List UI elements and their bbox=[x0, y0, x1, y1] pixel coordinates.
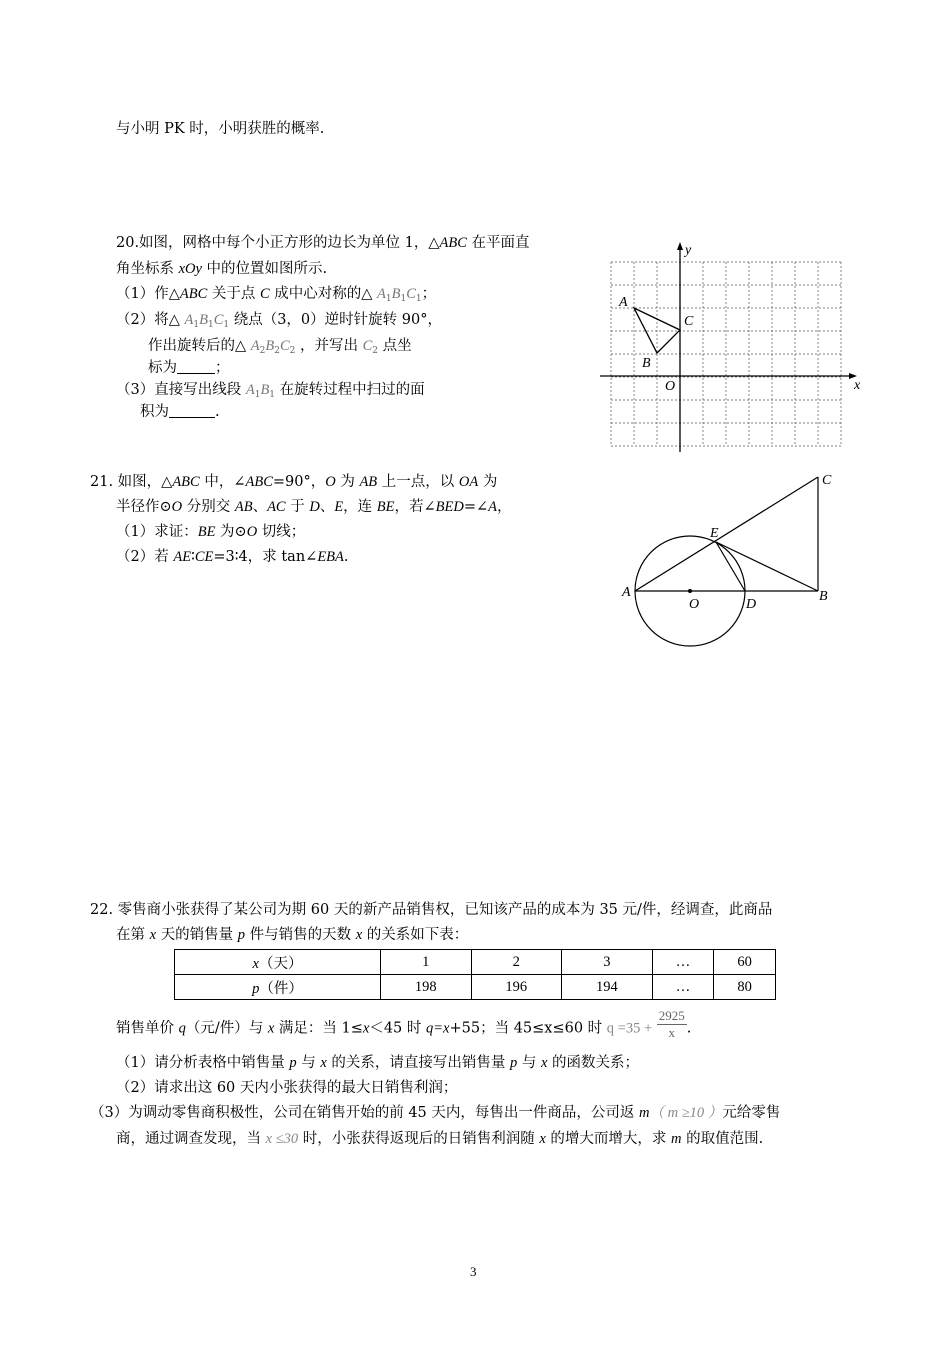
text: 20.如图，网格中每个小正方形的边长为单位 1，△ bbox=[116, 235, 440, 251]
sales-table bbox=[174, 949, 776, 1000]
page-number: 3 bbox=[470, 1264, 477, 1279]
fraction bbox=[657, 1008, 687, 1041]
text: q bbox=[178, 1020, 186, 1037]
text: A bbox=[245, 382, 255, 398]
text: 的关系如下表： bbox=[362, 927, 469, 943]
text: 标为 bbox=[148, 360, 177, 376]
text: . bbox=[343, 549, 349, 565]
text: x bbox=[149, 927, 157, 943]
label-a: A bbox=[622, 585, 631, 600]
carryover-line bbox=[116, 119, 324, 139]
text: BE bbox=[376, 499, 395, 515]
q22-price-line bbox=[116, 1008, 692, 1041]
condition-text: x ≤30 bbox=[265, 1131, 299, 1147]
text: 销售单价 bbox=[116, 1020, 179, 1037]
text: OA bbox=[458, 474, 479, 490]
origin-label: O bbox=[665, 379, 676, 394]
text: ，并写出 bbox=[295, 338, 363, 354]
table-cell: … bbox=[652, 950, 714, 975]
text: m bbox=[639, 1105, 650, 1121]
circle-figure bbox=[615, 465, 845, 650]
text: p bbox=[289, 1055, 297, 1071]
q22-part3-line2 bbox=[116, 1129, 763, 1149]
table-cell: 196 bbox=[471, 975, 562, 1000]
text: q=x bbox=[426, 1020, 450, 1037]
text: 、 bbox=[252, 499, 268, 515]
text: . bbox=[686, 1020, 692, 1037]
q22-part1 bbox=[116, 1053, 639, 1073]
y-axis-arrow bbox=[677, 242, 683, 250]
text: （2）请求出这 60 天内小张获得的最大日销售利润； bbox=[116, 1080, 458, 1096]
text: 的函数关系； bbox=[547, 1055, 639, 1071]
point-b-label: B bbox=[642, 356, 651, 371]
text: 与 bbox=[517, 1055, 541, 1071]
text: （元/件）与 bbox=[185, 1020, 268, 1037]
text: ，连 bbox=[343, 499, 377, 515]
text: 分别交 bbox=[182, 499, 235, 515]
text: B bbox=[391, 286, 401, 302]
text: 角坐标系 bbox=[116, 261, 179, 277]
text: O bbox=[325, 474, 336, 490]
q22-part2 bbox=[116, 1078, 457, 1098]
text: AB bbox=[234, 499, 253, 515]
text: ＜45 时 bbox=[369, 1020, 426, 1037]
text: BE bbox=[197, 524, 216, 540]
center-point bbox=[688, 589, 692, 593]
text: A bbox=[184, 312, 194, 328]
label-e: E bbox=[710, 526, 719, 541]
text: ， bbox=[497, 499, 512, 515]
text: （1）求证： bbox=[116, 524, 198, 540]
text: 于 bbox=[285, 499, 310, 515]
text: 为 bbox=[335, 474, 360, 490]
table-cell: 60 bbox=[714, 950, 776, 975]
q20-part1 bbox=[116, 284, 436, 309]
text: ABC bbox=[439, 235, 467, 251]
text: x bbox=[267, 1020, 275, 1037]
text: O bbox=[246, 524, 258, 540]
q20-stem-line1 bbox=[116, 233, 530, 253]
text: （1）作△ bbox=[116, 286, 180, 302]
text: CE bbox=[194, 549, 214, 565]
text: 在旋转过程中扫过的面 bbox=[275, 382, 425, 398]
text: 半径作⊙ bbox=[116, 499, 172, 515]
table-header-cell bbox=[175, 975, 381, 1000]
text: 的取值范围. bbox=[681, 1131, 764, 1147]
q20-part3-line2 bbox=[140, 402, 220, 422]
q21-part2 bbox=[116, 547, 349, 567]
text: x bbox=[362, 1020, 370, 1037]
text: AE bbox=[173, 549, 192, 565]
text: 1 bbox=[400, 294, 407, 304]
text: x bbox=[252, 955, 259, 972]
text: =3∶4，求 tan∠ bbox=[213, 549, 318, 565]
text: （1）请分析表格中销售量 bbox=[116, 1055, 290, 1071]
text: 与 bbox=[296, 1055, 321, 1071]
label-c: C bbox=[822, 473, 832, 488]
text: O bbox=[171, 499, 183, 515]
text: ； bbox=[215, 360, 230, 376]
text: AC bbox=[267, 499, 286, 515]
answer-blank[interactable] bbox=[169, 403, 215, 418]
text: B bbox=[199, 312, 208, 328]
text: 21. 如图，△ bbox=[90, 474, 173, 490]
text: 1 bbox=[385, 294, 392, 304]
text: B bbox=[260, 382, 270, 398]
q22-stem-line1 bbox=[90, 900, 772, 920]
q22-stem-line2 bbox=[116, 925, 468, 945]
text: 2 bbox=[289, 346, 296, 356]
grid-lines bbox=[611, 262, 841, 446]
text: 为 bbox=[478, 474, 498, 490]
table-header-cell bbox=[175, 950, 381, 975]
text: 、 bbox=[319, 499, 335, 515]
fraction-denominator: x bbox=[668, 1025, 676, 1040]
text: ABC bbox=[179, 286, 208, 302]
table-cell: 198 bbox=[380, 975, 471, 1000]
text: 22. 零售商小张获得了某公司为期 60 天的新产品销售权，已知该产品的成本为 35 元/件，经调查，此商品 bbox=[90, 902, 773, 918]
text: E bbox=[334, 499, 344, 515]
text: AB bbox=[359, 474, 378, 490]
text: 件与销售的天数 bbox=[245, 927, 356, 943]
text: x bbox=[540, 1055, 548, 1071]
q21-stem-line2 bbox=[116, 497, 512, 517]
text: B bbox=[265, 338, 275, 354]
text: （天） bbox=[258, 955, 303, 972]
text: 切线； bbox=[257, 524, 306, 540]
label-d: D bbox=[746, 597, 757, 612]
table-cell: 80 bbox=[714, 975, 776, 1000]
text: C bbox=[260, 286, 270, 302]
table-cell: 2 bbox=[471, 950, 562, 975]
text: C bbox=[279, 338, 290, 354]
text: p bbox=[509, 1055, 518, 1071]
text: 满足：当 1≤ bbox=[274, 1020, 363, 1037]
text: 的关系，请直接写出销售量 bbox=[326, 1055, 510, 1071]
label-o: O bbox=[689, 597, 700, 612]
text: 中，∠ bbox=[199, 474, 246, 490]
answer-blank[interactable] bbox=[177, 359, 215, 374]
label-b: B bbox=[819, 589, 828, 604]
text: x bbox=[355, 927, 363, 943]
text: 1 bbox=[207, 320, 214, 330]
text: 2 bbox=[259, 346, 266, 356]
q20-part2-line3 bbox=[148, 358, 230, 378]
text: ∶ bbox=[191, 549, 195, 565]
point-a-label: A bbox=[619, 295, 628, 310]
condition-text: （ m ≥10 ） bbox=[649, 1105, 723, 1121]
text: . bbox=[215, 404, 220, 420]
segment-be bbox=[716, 542, 818, 591]
text: =∠ bbox=[463, 499, 489, 515]
q21-stem-line1 bbox=[90, 472, 497, 492]
text: ABC bbox=[245, 474, 273, 490]
text: =90°， bbox=[272, 474, 326, 490]
text: 中的位置如图所示. bbox=[201, 261, 328, 277]
text: ，若∠ bbox=[394, 499, 436, 515]
table-cell: 1 bbox=[380, 950, 471, 975]
carryover-text: 与小明 PK 时，小明获胜的概率. bbox=[116, 121, 325, 137]
formula-text: q =35 + bbox=[606, 1020, 653, 1037]
text: 天的销售量 bbox=[156, 927, 238, 943]
text: 在第 bbox=[116, 927, 150, 943]
text: 商，通过调查发现，当 bbox=[116, 1131, 266, 1147]
text: 点坐 bbox=[377, 338, 412, 354]
text: x bbox=[539, 1131, 546, 1147]
fraction-numerator: 2925 bbox=[658, 1008, 685, 1023]
text: C bbox=[406, 286, 416, 302]
q21-part1 bbox=[116, 522, 305, 542]
y-axis-label: y bbox=[685, 243, 692, 258]
text: ； bbox=[421, 286, 437, 302]
text: xOy bbox=[178, 261, 202, 277]
q20-stem-line2 bbox=[116, 259, 327, 279]
text: （3）直接写出线段 bbox=[116, 382, 246, 398]
text: 元给零售 bbox=[722, 1105, 781, 1121]
text: 绕点（3，0）逆时针旋转 90°， bbox=[229, 312, 442, 328]
table-row bbox=[175, 950, 776, 975]
point-c-label: C bbox=[684, 314, 694, 329]
text: A bbox=[488, 499, 498, 515]
table-row bbox=[175, 975, 776, 1000]
text: 2 bbox=[372, 346, 378, 356]
text: ABC bbox=[172, 474, 200, 490]
text: 成中心对称的△ bbox=[269, 286, 378, 302]
text: p bbox=[252, 980, 260, 997]
text: D bbox=[309, 499, 320, 515]
text: （件） bbox=[259, 980, 303, 997]
text: x bbox=[320, 1055, 327, 1071]
text: A bbox=[250, 338, 260, 354]
text: m bbox=[671, 1131, 682, 1147]
text: A bbox=[377, 286, 386, 302]
text: （2）若 bbox=[116, 549, 174, 565]
text: 1 bbox=[254, 390, 261, 400]
text: C bbox=[213, 312, 224, 328]
text: 2 bbox=[274, 346, 280, 356]
text: （3）为调动零售商积极性，公司在销售开始的前 45 天内，每售出一件商品，公司返 bbox=[90, 1105, 640, 1121]
table-cell: … bbox=[652, 975, 714, 1000]
text: 时，小张获得返现后的日销售利润随 bbox=[298, 1131, 540, 1147]
text: 上一点，以 bbox=[377, 474, 459, 490]
table-cell: 194 bbox=[562, 975, 653, 1000]
text: EBA bbox=[317, 549, 344, 565]
text: 为⊙ bbox=[215, 524, 247, 540]
text: 作出旋转后的△ bbox=[148, 338, 251, 354]
q20-part2-line1 bbox=[116, 310, 442, 335]
text: BED bbox=[435, 499, 464, 515]
text: 在平面直 bbox=[466, 235, 530, 251]
x-axis-label: x bbox=[854, 378, 861, 393]
text: 积为 bbox=[140, 404, 169, 420]
text: p bbox=[237, 927, 246, 943]
text: +55；当 45≤x≤60 时 bbox=[449, 1020, 607, 1037]
text: 1 bbox=[415, 294, 422, 304]
segment-ac bbox=[635, 477, 818, 591]
text: 的增大而增大，求 bbox=[545, 1131, 672, 1147]
q22-part3-line1 bbox=[90, 1103, 780, 1123]
text: 关于点 bbox=[207, 286, 260, 302]
table-cell: 3 bbox=[562, 950, 653, 975]
text: 1 bbox=[269, 390, 276, 400]
text: C bbox=[362, 338, 373, 354]
text: 1 bbox=[193, 320, 200, 330]
text: 1 bbox=[223, 320, 230, 330]
grid-figure bbox=[595, 238, 870, 458]
text: （2）将△ bbox=[116, 312, 185, 328]
